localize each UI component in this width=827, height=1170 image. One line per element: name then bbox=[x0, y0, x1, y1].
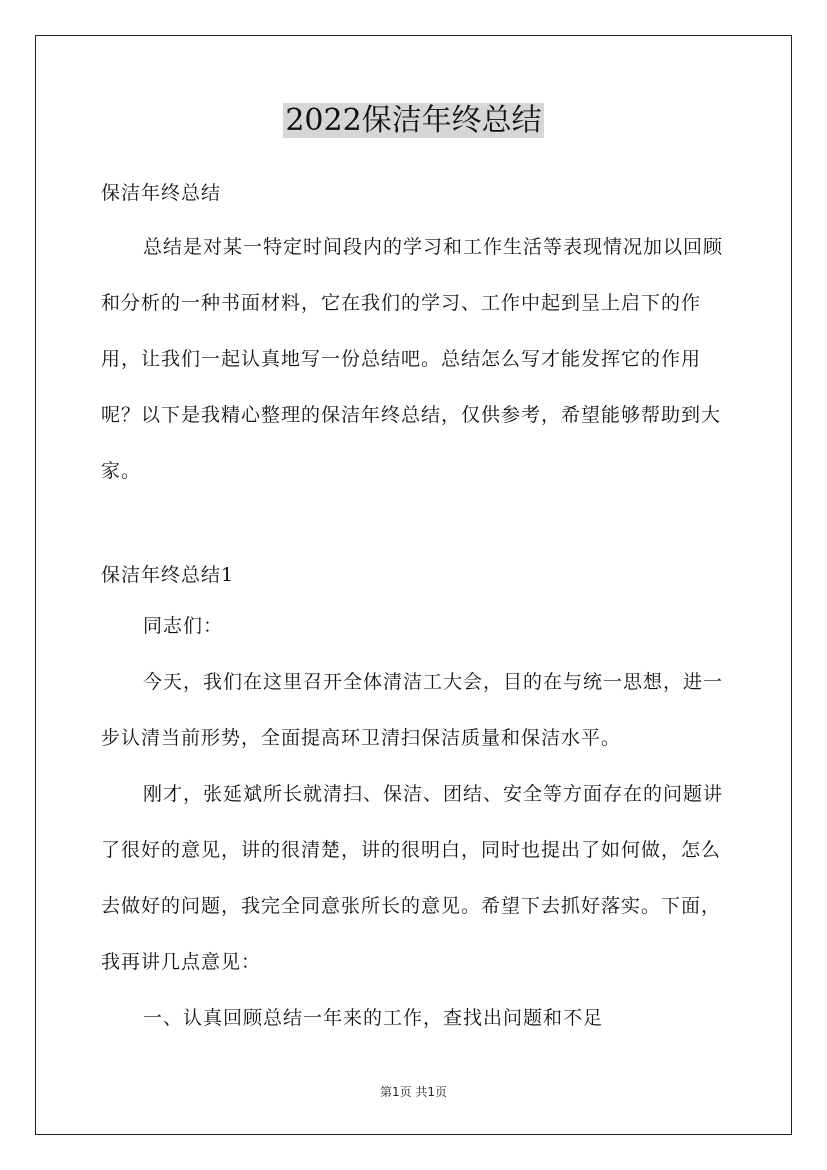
section-body bbox=[101, 598, 726, 1046]
document-title bbox=[0, 101, 827, 141]
intro-paragraph: 总结是对某一特定时间段内的学习和工作生活等表现情况加以回顾和分析的一种书面材料，它在我们的学习、工作中起到呈上启下的作用，让我们一起认真地写一份总结吧。总结怎么写才能发挥它的作用呢？以下是我精心整理的保洁年终总结，仅供参考，希望能够帮助到大家。 bbox=[101, 236, 724, 482]
page-footer: 第1页 共1页 bbox=[379, 1085, 448, 1099]
intro-block bbox=[101, 219, 726, 499]
document-subtitle: 保洁年终总结 bbox=[101, 182, 222, 204]
section-heading: 保洁年终总结1 bbox=[101, 564, 235, 586]
document-title-text: 2022保洁年终总结 bbox=[285, 103, 542, 138]
body-paragraph-3: 一、认真回顾总结一年来的工作，查找出问题和不足 bbox=[143, 1007, 604, 1029]
body-paragraph-1: 今天，我们在这里召开全体清洁工大会，目的在与统一思想，进一步认清当前形势，全面提高环卫清扫保洁质量和保洁水平。 bbox=[101, 671, 724, 749]
body-paragraph-2: 刚才，张延斌所长就清扫、保洁、团结、安全等方面存在的问题讲了很好的意见，讲的很清楚，讲的很明白，同时也提出了如何做，怎么去做好的问题，我完全同意张所长的意见。希望下去抓好落实。下面，我再讲几点意见： bbox=[101, 783, 724, 973]
greeting-paragraph: 同志们： bbox=[143, 615, 224, 637]
